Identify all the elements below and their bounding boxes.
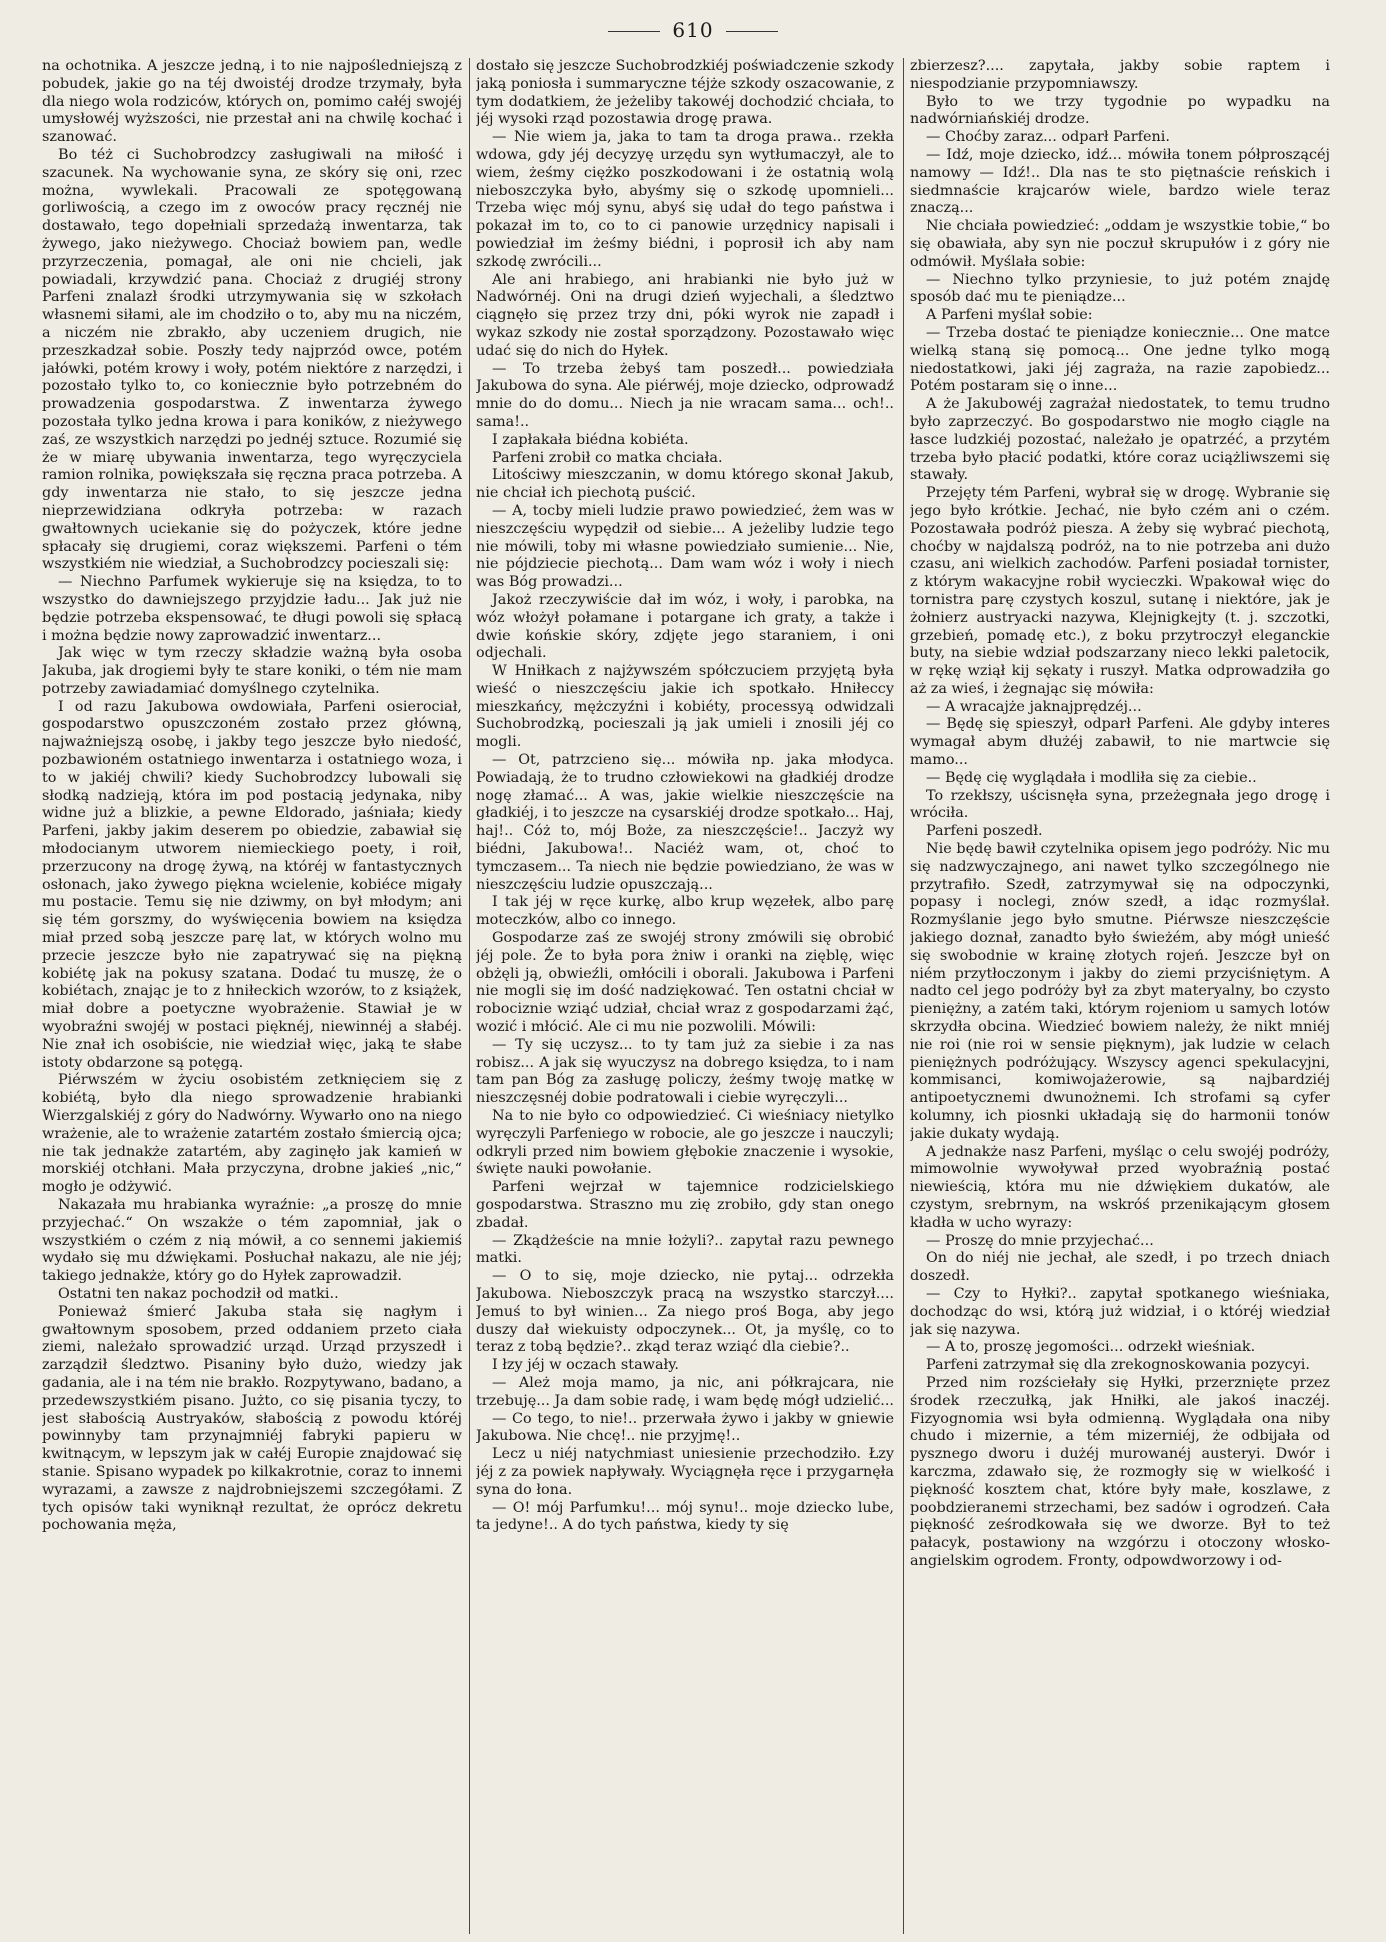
paragraph: A jednakże nasz Parfeni, myśląc o celu swojéj podróży, mimowolnie wywoływał przed wyobraźnią postać niewieścią, która mu nie dźwiękiem dukatów, ale czystym, srebrnym, na wskróś przenikającym głosem kładła w ucho wyrazy: — [910, 1143, 1330, 1231]
page-header — [0, 18, 1386, 42]
paragraph: I tak jéj w ręce kurkę, albo krup węzełek, albo parę moteczków, albo co innego. — [476, 894, 894, 929]
paragraph: On do niéj nie jechał, ale szedł, i po trzech dniach doszedł. — [910, 1250, 1330, 1285]
paragraph: I zapłakała biédna kobiéta. — [492, 431, 689, 448]
paragraph: — Niechno tylko przyniesie, to już potém znajdę sposób dać mu te pieniądze... — [910, 271, 1330, 306]
paragraph: W Hniłkach z najżywszém spółczuciem przyjętą była wieść o nieszczęściu jakie ich spotkało. Hniłeccy mieszkańcy, mężczyźni i kobiéty, processyą odwidzali Suchobrodzką, pocieszali ją jak umieli i znosili jéj co mogli. — [476, 663, 894, 751]
paragraph: Parfeni poszedł. — [926, 823, 1043, 840]
paragraph: Parfeni wejrzał w tajemnice rodzicielskiego gospodarstwa. Straszno mu zię zrobiło, gdy stan onego zbadał. — [476, 1179, 894, 1231]
paragraph: — Ależ moja mamo, ja nic, ani półkrajcara, nie trzebuję... Ja dam sobie radę, i wam będę mógł udzielić... — [476, 1374, 894, 1409]
paragraph: zbierzesz?.... zapytała, jakby sobie raptem i niespodzianie przypomniawszy. — [910, 58, 1330, 92]
paragraph: Jak więc w tym rzeczy składzie ważną była osoba Jakuba, jak drogiemi były te stare koniki, o tém nie mam potrzeby zawiadamiać domyślnego czytelnika. — [42, 645, 462, 697]
paragraph: — A, tocby mieli ludzie prawo powiedzieć, żem was w nieszczęściu wypędził od siebie... A jeżeliby ludzie tego nie mówili, toby mi własne powiedziało sumienie... Nie, nie pójdziecie piechotą... Dam wam wóz i woły i niech was Bóg prowadzi... — [476, 502, 894, 591]
text-column-3 — [910, 58, 1330, 1934]
paragraph: Nakazała mu hrabianka wyraźnie: „a proszę do mnie przyjechać.“ On wszakże o tém zapomniał, jak o wszystkiém o czém z nią mówił, a co sennemi jakiemiś wydało się mu dźwiękami. Posłuchał nakazu, ale nie jéj; takiego jednakże, który go do Hyłek zaprowadził. — [42, 1197, 462, 1285]
paragraph: Parfeni zrobił co matka chciała. — [492, 449, 723, 466]
paragraph: Piérwszém w życiu osobistém zetknięciem się z kobiétą, było dla niego sprowadzenie hrabianki Wierzgalskiéj z góry do Nadwórny. Wywarło ono na niego wrażenie, ale to wrażenie zatartém zostało śmiercią ojca; nie tak jednakże zatartém, aby zaginęło jak kamień w morskiéj otchłani. Mała przyczyna, drobne jakieś „nic,“ mogło je odżywić. — [42, 1072, 462, 1196]
paragraph: Nie chciała powiedzieć: „oddam je wszystkie tobie,“ bo się obawiała, aby syn nie poczuł skrupułów i z góry nie odmówił. Myślała sobie: — [910, 218, 1330, 270]
paragraph: — To trzeba żebyś tam poszedł... powiedziała Jakubowa do syna. Ale piérwéj, moje dziecko, odprowadź mnie do do domu... Niech ja nie wracam sama... och!.. sama!.. — [476, 360, 894, 430]
paragraph: — O to się, moje dziecko, nie pytaj... odrzekła Jakubowa. Nieboszczyk pracą na wszystko starczył.... Jemuś to był winien... Za niego proś Boga, aby jego duszy dał wiekuisty odpoczynek... Ot, ja myślę, co to teraz z tobą będzie?.. zkąd teraz wziąć dla ciebie?.. — [476, 1268, 894, 1356]
paragraph: — Niechno Parfumek wykieruje się na księdza, to to wszystko do dawniejszego przyjdzie ładu... Jak już nie będzie potrzeba ekspensować, te długi powoli się spłacą i można będzie nowy zaprowadzić inwentarz... — [42, 574, 462, 644]
paragraph: — Będę się spieszył, odparł Parfeni. Ale gdyby interes wymagał abym dłużéj zabawił, to nie martwcie się mamo... — [910, 716, 1330, 769]
column-divider — [469, 58, 470, 1934]
paragraph: — Zkądżeście na mnie łożyli?.. zapytał razu pewnego matki. — [476, 1232, 894, 1267]
paragraph: — Trzeba dostać te pieniądze koniecznie... One matce wielką staną się pomocą... One jedne tylko mogą niedostatkowi, jaki jéj zagraża, na razie zapobiedz... Potém postaram się o inne... — [910, 324, 1330, 395]
paragraph: Litościwy mieszczanin, w domu którego skonał Jakub, nie chciał ich piechotą puścić. — [476, 467, 894, 502]
paragraph: — Proszę do mnie przyjechać... — [926, 1232, 1154, 1249]
paragraph: Przed nim rozściełały się Hyłki, przerznięte przez środek rzeczułką, jak Hniłki, ale jakoś inaczéj. Fizyognomia wsi była odmienną. Wyglądała ona niby chudo i mizernie, a tém mizerniéj, że odbijała od pysznego dworu i dużéj murowanéj austeryi. Dwór i karczma, zdawało się, że rozmogły się w wielkość i piękność kosztem chat, które były małe, koszlawe, z poobdzieranemi strzechami, bez sadów i ogrodzeń. Cała piękność ześrodkowała się we dworze. Był to też pałacyk, postawiony na wzgórzu i otoczony włosko-angielskim ogrodem. Fronty, odpowdworzowy i od- — [910, 1374, 1330, 1569]
paragraph: A że Jakubowéj zagrażał niedostatek, to temu trudno było zaprzeczyć. Bo gospodarstwo nie mogło ciągle na łasce ludzkiéj pozostać, należało je opatrzéć, a przytém trzeba było płacić podatki, które coraz uciążliwszemi się stawały. — [910, 396, 1330, 484]
paragraph: A Parfeni myślał sobie: — [926, 307, 1093, 324]
paragraph: — Czy to Hyłki?.. zapytał spotkanego wieśniaka, dochodząc do wsi, którą już widział, i o któréj wiedział jak się nazywa. — [910, 1285, 1330, 1338]
paragraph: — Co tego, to nie!.. przerwała żywo i jakby w gniewie Jakubowa. Nie chcę!.. nie przyjmę!.. — [476, 1410, 894, 1445]
paragraph: Było to we trzy tygodnie po wypadku na nadwórniańskiéj drodze. — [910, 93, 1330, 128]
paragraph: Ponieważ śmierć Jakuba stała się nagłym i gwałtownym sposobem, przed oddaniem przeto ciała ziemi, należało sprowadzić urząd. Urząd przyszedł i zarządził śledztwo. Pisaniny było dużo, wiedzy jak gadania, ale i na tém nie brakło. Rozpytywano, badano, a przedewszystkiém pisano. Jużto, co się pisania tyczy, to jest słabością Austryaków, słabością z powodu któréj powinnyby tam przynajmniéj fabryki papieru w kwitnącym, w lepszym jak w całéj Europie znajdować się stanie. Spisano wypadek po kilkakrotnie, coraz to innemi wyrazami, a zawsze z najdrobniejszemi szczegółami. Z tych opisów taki wyniknął rezultat, że oprócz dekretu pochowania męża, — [42, 1303, 462, 1534]
page-number: 610 — [672, 18, 714, 42]
text-column-1 — [42, 58, 462, 1934]
paragraph: — Ot, patrzcieno się... mówiła np. jaka młodyca. Powiadają, że to trudno człowiekowi na gładkiéj drodze nogę złamać... A was, jakie wielkie nieszczęście na gładkiéj, i to jeszcze na cysarskiéj drodze spotkało... Haj, haj!.. Cóż to, mój Boże, za nieszczęście!.. Jaczyż wy biédni, Jakubowa!.. Naciéż wam, ot, choć to tymczasem... Ta niech nie będzie powiedziano, że was w nieszczęściu ludzie opuszczają... — [476, 752, 894, 893]
paragraph: — Będę cię wyglądała i modliła się za ciebie.. — [926, 769, 1257, 786]
paragraph: Przejęty tém Parfeni, wybrał się w drogę. Wybranie się jego było krótkie. Jechać, nie było czém ani o czém. Pozostawała podróż piesza. A żeby się wybrać piechotą, choćby w najdalszą podróż, na to nie potrzeba ani dużo czasu, ani wielkich zachodów. Parfeni posiadał tornister, z którym wakacyjne robił wycieczki. Wpakował więc do tornistra parę czystych koszul, sutanę i niektóre, jak je żołnierz austryacki nazywa, Klejnigkejty (t. j. szczotki, grzebień, pomadę etc.), z boku przytroczył eleganckie buty, na siebie wdział podszarzany nieco lekki paletocik, w rękę wziął kij sękaty i ruszył. Matka odprowadziła go aż za wieś, i żegnając się mówiła: — [910, 485, 1330, 697]
paragraph: — Ty się uczysz... to ty tam już za siebie i za nas robisz... A jak się wyuczysz na dobrego księdza, to i nam tam pan Bóg za zasługę policzy, żeśmy twoję matkę w nieszczęsnéj dobie podratowali i ciebie wyręczyli... — [476, 1036, 894, 1107]
paragraph: Na to nie było co odpowiedzieć. Ci wieśniacy nietylko wyręczyli Parfeniego w robocie, ale go jeszcze i nauczyli; odkryli przed nim bowiem głębokie znaczenie i wysokie, święte nauki powołanie. — [476, 1108, 894, 1178]
paragraph: — O! mój Parfumku!... mój synu!.. moje dziecko lube, ta jedyne!.. A do tych państwa, kiedy ty się — [476, 1499, 894, 1534]
paragraph: — Idź, moje dziecko, idź... mówiła tonem półproszącéj namowy — Idź!.. Dla nas te sto piętnaście reńskich i siedmnaście krajcarów wiele, bardzo wiele teraz znaczą... — [910, 146, 1330, 217]
paragraph: Jakoż rzeczywiście dał im wóz, i woły, i parobka, na wóz włożył połamane i potargane ich graty, a także i dwie końskie skóry, zdjęte jego staraniem, i oni odjechali. — [476, 591, 894, 662]
paragraph: — A wracajże jaknajprędzéj... — [926, 698, 1142, 715]
paragraph: dostało się jeszcze Suchobrodzkiéj poświadczenie szkody jaką poniosła i summaryczne téjże szkody oszacowanie, z tym dodatkiem, że jeżeliby takowéj dochodzić chciała, to jéj wysoki rząd pozostawia drogę prawa. — [476, 58, 894, 128]
paragraph: Gospodarze zaś ze swojéj strony zmówili się obrobić jéj pole. Że to była pora żniw i oranki na zięblę, więc obżęli ją, obwieźli, omłócili i oborali. Jakubowa i Parfeni nie mogli się im dość nadziękować. Ten ostatni chciał w robociznie wziąć udział, chciał wraz z gospodarzami żąć, wozić i młócić. Ale ci mu nie pozwolili. Mówili: — [476, 930, 894, 1036]
paragraph: I od razu Jakubowa owdowiała, Parfeni osierociał, gospodarstwo opuszczoném zostało przez główną, najważniejszą osobę, i jakby tego jeszcze było niedość, pozbawioném ostatniego inwentarza i ostatniego woza, i to w jakiéj chwili? kiedy Suchobrodzcy lubowali się słodką nadzieją, która im pod postacią jedynaka, niby widne już a blizkie, a pewne Eldorado, jaśniała; kiedy Parfeni, jakby jakim deserem po obiedzie, zabawiał się młodocianym utworem niemieckiego poety, i roił, przerzucony na drogę żywą, na któréj w fantastycznych osłonach, jako żywego piękna wcielenie, kobiéce migały mu postacie. Temu się nie dziwmy, on był młodym; ani się tém gorszmy, do wyświęcenia bowiem na księdza miał przed sobą jeszcze parę lat, w których wolno mu przecie jeszcze było nie zapatrywać się na piękną kobiétę jak na pokusy szatana. Dodać tu muszę, że o kobiétach, znając je to z hniłeckich wzorów, to z książek, miał dobre a poetyczne wyobrażenie. Stawiał je w wyobraźni swojéj w postaci pięknéj, niewinnéj a słabéj. Nie znał ich osobiście, nie wiedział więc, jaką te słabe istoty obdarzone są potęgą. — [42, 698, 462, 1071]
paragraph: To rzekłszy, uścisnęła syna, przeżegnała jego drogę i wróciła. — [910, 787, 1330, 822]
text-column-2 — [476, 58, 894, 1934]
column-divider — [903, 58, 904, 1934]
paragraph: na ochotnika. A jeszcze jedną, i to nie najpośledniejszą z pobudek, jakie go na téj dwoistéj drodze trzymały, była dla niego wola rodziców, których on, pomimo całéj swojéj umysłowéj wyższości, nie przestał ani na chwilę kochać i szanować. — [42, 58, 462, 146]
paragraph: Parfeni zatrzymał się dla zrekognoskowania pozycyi. — [926, 1357, 1310, 1374]
header-dash-right — [726, 31, 778, 32]
paragraph: Ostatni ten nakaz pochodził od matki.. — [58, 1285, 339, 1302]
paragraph: Ale ani hrabiego, ani hrabianki nie było już w Nadwórnéj. Oni na drugi dzień wyjechali, a śledztwo ciągnęło się przez trzy dni, póki wyrok nie zapadł i wykaz szkody nie został sporządzony. Pozostawało więc udać się do nich do Hyłek. — [476, 271, 894, 359]
header-dash-left — [608, 31, 660, 32]
paragraph: Lecz u niéj natychmiast uniesienie przechodziło. Łzy jéj z za powiek napływały. Wyciągnęła ręce i przygarnęła syna do łona. — [476, 1446, 894, 1498]
paragraph: — A to, proszę jegomości... odrzekł wieśniak. — [926, 1339, 1256, 1356]
paragraph: Bo téż ci Suchobrodzcy zasługiwali na miłość i szacunek. Na wychowanie syna, ze skóry się oni, rzec można, wywlekali. Pracowali ze spotęgowaną gorliwością, a czego im z owoców pracy ręcznéj nie dostawało, tego dopełniali sprzedażą inwentarza, tak żywego, jako nieżywego. Chociaż bowiem pan, wedle przyrzeczenia, pomagał, ale oni nie chcieli, jak powiadali, krzywdzić pana. Chociaż z drugiéj strony Parfeni znalazł środki utrzymywania się w szkołach własnemi siłami, ale im chodziło o to, aby mu na niczém, a niczém nie zbrakło, aby uczeniem drugich, nie przeszkadzał sobie. Poszły tedy najprzód owce, potém jałówki, potém krowy i woły, potém niektóre z narzędzi, i pozostało tylko to, co koniecznie było potrzebném do prowadzenia gospodarstwa. Z inwentarza żywego pozostała tylko jedna krowa i para koników, z nieżywego zaś, ze wszystkich narzędzi po jednéj sztuce. Rozumié się że w miarę ubywania inwentarza, tego wyręczyciela ramion rolnika, powiększała się ręczna praca potrzeba. A gdy inwentarza nie stało, to się jeszcze jedna nieprzewidziana odkryła potrzeba: w razach gwałtownych uciekanie się do pożyczek, które jedne spłacały się drugiemi, coraz większemi. Parfeni o tém wszystkiém nie wiedział, a Suchobrodzcy pocieszali się: — [42, 146, 462, 573]
paragraph: — Nie wiem ja, jaka to tam ta droga prawa.. rzekła wdowa, gdy jéj decyzyę urzędu syn wytłumaczył, ale to wiem, żeśmy ciężko poszkodowani i że ostatnią wolą nieboszczyka było, abyśmy się o szkodę upomnieli... Trzeba więc mój synu, abyś się udał do tego państwa i pokazał im to, co to ci panowie urzędnicy napisali i powiedział im żeśmy biédni, i poprosił ich aby nam szkodę zwrócili... — [476, 129, 894, 270]
paragraph: — Choćby zaraz... odparł Parfeni. — [926, 129, 1170, 146]
paragraph: I łzy jéj w oczach stawały. — [492, 1357, 680, 1374]
paragraph: Nie będę bawił czytelnika opisem jego podróży. Nic mu się nadzwyczajnego, ani nawet tylko szczególnego nie przytrafiło. Szedł, zatrzymywał się na odpoczynki, popasy i noclegi, znów szedł, a idąc rozmyślał. Rozmyślanie jego było smutne. Piérwsze nieszczęście jakiego doznał, zanadto było świeżém, aby mógł unieść się swobodnie w krainę złotych rojeń. Jeszcze był on niém przytłoczonym i jakby do ziemi przyciśniętym. A nadto cel jego podróży był za zbyt materyalny, bo czysto pieniężny, a zatém taki, którym rojeniom u samych lotów skrzydła obcina. Wiedzieć bowiem należy, że nikt mniéj nie roi (nie roi w sensie pięknym), jak ludzie w celach pieniężnych podróżujący. Wszyscy agenci spekulacyjni, kommisanci, komiwojażerowie, są najbardziéj antipoetycznemi dwunożnemi. Ich strofami są cyfer kolumny, ich piosnki układają się do harmonii tonów jakie dukaty wydają. — [910, 841, 1330, 1142]
